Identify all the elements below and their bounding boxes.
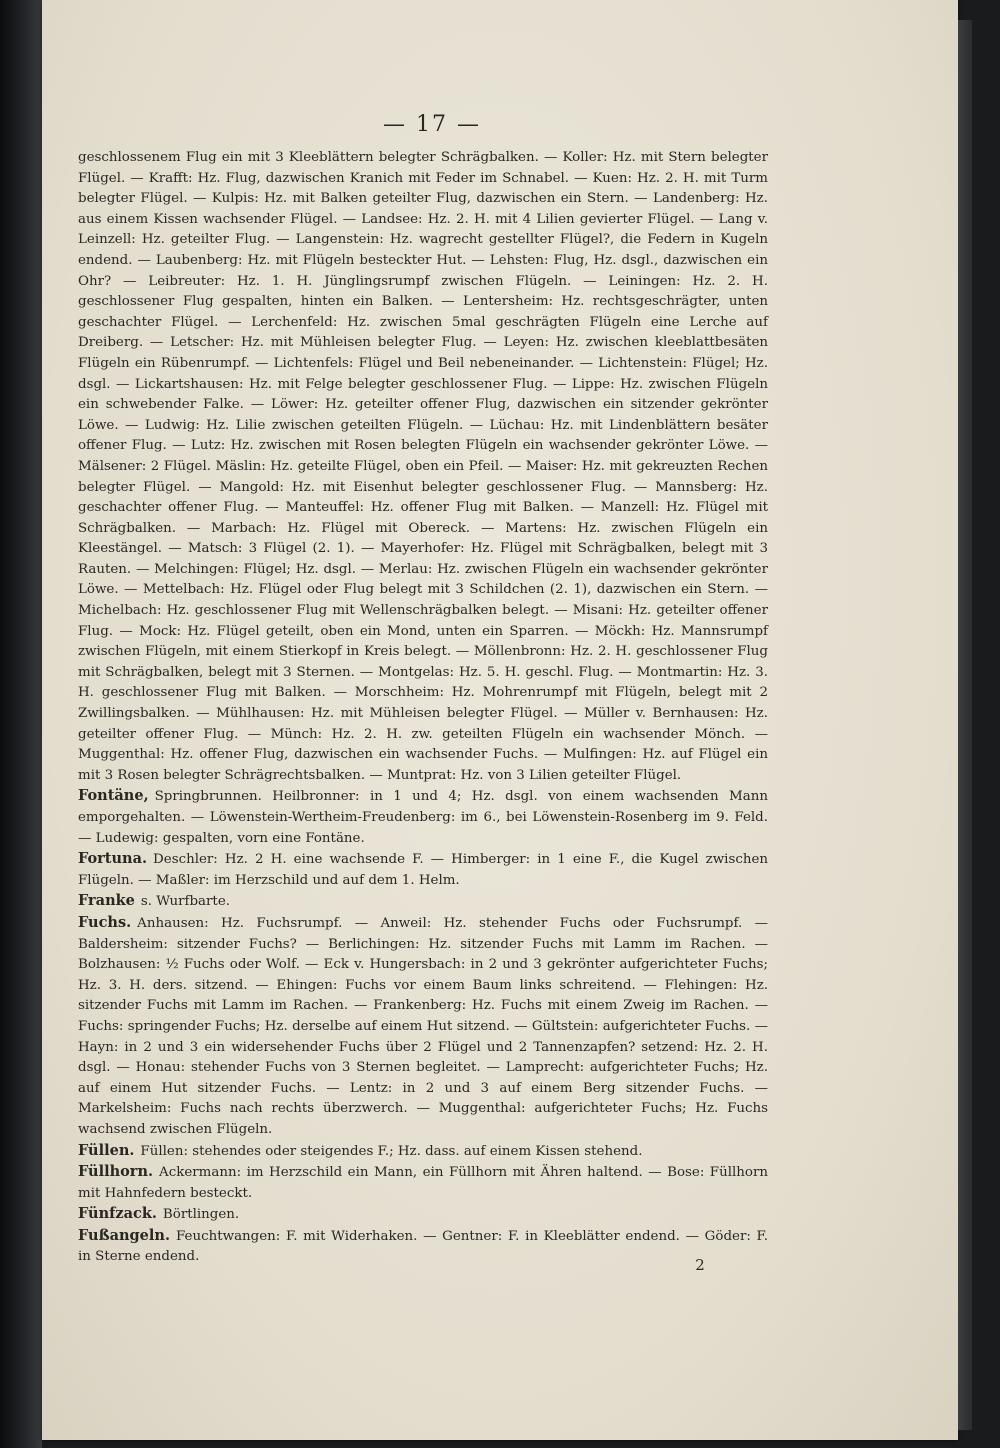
entry-fuellhorn (78, 1162, 768, 1204)
entry-text: Springbrunnen. Heilbronner: in 1 und 4; Hz. dsgl. von einem wachsenden Mann emporgehalten. — Löwenstein-Wertheim-Freudenberg: im 6., bei Löwenstein-Rosenberg im 9. Feld. — Ludewig: gespalten, vorn eine Fontäne. (78, 789, 768, 846)
entry-keyword: Fontäne, (78, 787, 149, 805)
entry-text: Ackermann: im Herzschild ein Mann, ein Füllhorn mit Ähren haltend. — Bose: Füllhorn mit Hahnfedern besteckt. (78, 1165, 768, 1201)
entry-fortuna (78, 849, 768, 891)
entry-keyword: Fünfzack. (78, 1205, 157, 1223)
entry-fuenfzack (78, 1204, 768, 1226)
entry-keyword: Füllhorn. (78, 1163, 154, 1181)
page-number: — 17 — (383, 112, 481, 137)
signature-mark: 2 (695, 1256, 705, 1274)
entry-text: Börtlingen. (162, 1207, 240, 1223)
entry-fuellen (78, 1141, 768, 1163)
entry-keyword: Fußangeln. (78, 1226, 170, 1244)
book-binding (0, 0, 42, 1448)
entry-text: Feuchtwangen: F. mit Widerhaken. — Gentner: F. in Kleeblätter endend. — Göder: F. in Sterne endend. (78, 1228, 768, 1265)
entry-keyword: Franke (78, 892, 135, 910)
page-edge (958, 20, 972, 1430)
entry-text: s. Wurfbarte. (140, 894, 230, 910)
entry-text: Anhausen: Hz. Fuchsrumpf. — Anweil: Hz. stehender Fuchs oder Fuchsrumpf. — Baldersheim: sitzender Fuchs? — Berlichingen: Hz. sitzender Fuchs mit Lamm im Rachen. — Bolzhausen: ½ Fuchs oder Wolf. — Eck v. Hungersbach: in 2 und 3 gekrönter aufgerichteter Fuchs; Hz. 3. H. ders. sitzend. — Ehingen: Fuchs vor einem Baum links schreitend. — Flehingen: Hz. sitzender Fuchs mit Lamm im Rachen. — Frankenberg: Hz. Fuchs mit einem Zweig im Rachen. — Fuchs: springender Fuchs; Hz. derselbe auf einem Hut sitzend. — Gültstein: aufgerichteter Fuchs. — Hayn: in 2 und 3 ein widersehender Fuchs über 2 Flügel und 2 Tannenzapfen? setzend: Hz. 2. H. dsgl. — Honau: stehender Fuchs von 3 Sternen begleitet. — Lamprecht: aufgerichteter Fuchs; Hz. auf einem Hut sitzender Fuchs. — Lentz: in 2 und 3 auf einem Berg sitzender Fuchs. — Markelsheim: Fuchs nach rechts überzwerch. — Muggenthal: aufgerichteter Fuchs; Hz. Fuchs wachsend zwischen Flügeln. (78, 915, 768, 1137)
entry-franke (78, 891, 768, 913)
entry-text: Füllen: stehendes oder steigendes F.; Hz. dass. auf einem Kissen stehend. (140, 1143, 643, 1159)
entry-keyword: Fuchs. (78, 913, 132, 931)
entry-keyword: Fortuna. (78, 850, 148, 868)
intro-paragraph: geschlossenem Flug ein mit 3 Kleeblättern belegter Schrägbalken. — Koller: Hz. mit Stern belegter Flügel. — Krafft: Hz. Flug, dazwischen Kranich mit Feder im Schnabel. — Kuen: Hz. 2. H. mit Turm belegter Flügel. — Kulpis: Hz. mit Balken geteilter Flug, dazwischen ein Stern. — Landenberg: Hz. aus einem Kissen wachsender Flügel. — Landsee: Hz. 2. H. mit 4 Lilien gevierter Flügel. — Lang v. Leinzell: Hz. geteilter Flug. — Langenstein: Hz. wagrecht gestellter Flügel?, die Federn in Kugeln endend. — Laubenberg: Hz. mit Flügeln besteckter Hut. — Lehsten: Flug, Hz. dsgl., dazwischen ein Ohr? — Leibreuter: Hz. 1. H. Jünglingsrumpf zwischen Flügeln. — Leiningen: Hz. 2. H. geschlossener Flug gespalten, hinten ein Balken. — Lentersheim: Hz. rechtsgeschrägter, unten geschachter Flügel. — Lerchenfeld: Hz. zwischen 5mal geschrägten Flügeln eine Lerche auf Dreiberg. — Letscher: Hz. mit Mühleisen belegter Flug. — Leyen: Hz. zwischen kleeblattbesäten Flügeln ein Rübenrumpf. — Lichtenfels: Flügel und Beil nebeneinander. — Lichtenstein: Flügel; Hz. dsgl. — Lickartshausen: Hz. mit Felge belegter geschlossener Flug. — Lippe: Hz. zwischen Flügeln ein schwebender Falke. — Löwer: Hz. geteilter offener Flug, dazwischen ein sitzender gekrönter Löwe. — Ludwig: Hz. Lilie zwischen geteilten Flügeln. — Lüchau: Hz. mit Lindenblättern besäter offener Flug. — Lutz: Hz. zwischen mit Rosen belegten Flügeln ein wachsender gekrönter Löwe. — Mälsener: 2 Flügel. Mäslin: Hz. geteilte Flügel, oben ein Pfeil. — Maiser: Hz. mit gekreuzten Rechen belegter Flügel. — Mangold: Hz. mit Eisenhut belegter geschlossener Flug. — Mannsberg: Hz. geschachter offener Flug. — Manteuffel: Hz. offener Flug mit Balken. — Manzell: Hz. Flügel mit Schrägbalken. — Marbach: Hz. Flügel mit Obereck. — Martens: Hz. zwischen Flügeln ein Kleestängel. — Matsch: 3 Flügel (2. 1). — Mayerhofer: Hz. Flügel mit Schrägbalken, belegt mit 3 Rauten. — Melchingen: Flügel; Hz. dsgl. — Merlau: Hz. zwischen Flügeln ein wachsender gekrönter Löwe. — Mettelbach: Hz. Flügel oder Flug belegt mit 3 Schildchen (2. 1), dazwischen ein Stern. — Michelbach: Hz. geschlossener Flug mit Wellenschrägbalken belegt. — Misani: Hz. geteilter offener Flug. — Mock: Hz. Flügel geteilt, oben ein Mond, unten ein Sparren. — Möckh: Hz. Mannsrumpf zwischen Flügeln, mit einem Stierkopf in Kreis belegt. — Möllenbronn: Hz. 2. H. geschlossener Flug mit Schrägbalken, belegt mit 3 Sternen. — Montgelas: Hz. 5. H. geschl. Flug. — Montmartin: Hz. 3. H. geschlossener Flug mit Balken. — Morschheim: Hz. Mohrenrumpf mit Flügeln, belegt mit 2 Zwillingsbalken. — Mühlhausen: Hz. mit Mühleisen belegter Flügel. — Müller v. Bernhausen: Hz. geteilter offener Flug. — Münch: Hz. 2. H. zw. geteilten Flügeln ein wachsender Mönch. — Muggenthal: Hz. offener Flug, dazwischen ein wachsender Fuchs. — Mulfingen: Hz. auf Flügel ein mit 3 Rosen belegter Schrägrechtsbalken. — Muntprat: Hz. von 3 Lilien geteilter Flügel. (78, 150, 768, 783)
entry-fontaene (78, 786, 768, 849)
entry-fuchs (78, 913, 768, 1141)
page-body (78, 148, 768, 1268)
entry-keyword: Füllen. (78, 1141, 135, 1159)
entry-fussangeln (78, 1226, 768, 1268)
entry-text: Deschler: Hz. 2 H. eine wachsende F. — Himberger: in 1 eine F., die Kugel zwischen Flügeln. — Maßler: im Herzschild und auf dem 1. Helm. (78, 852, 768, 888)
